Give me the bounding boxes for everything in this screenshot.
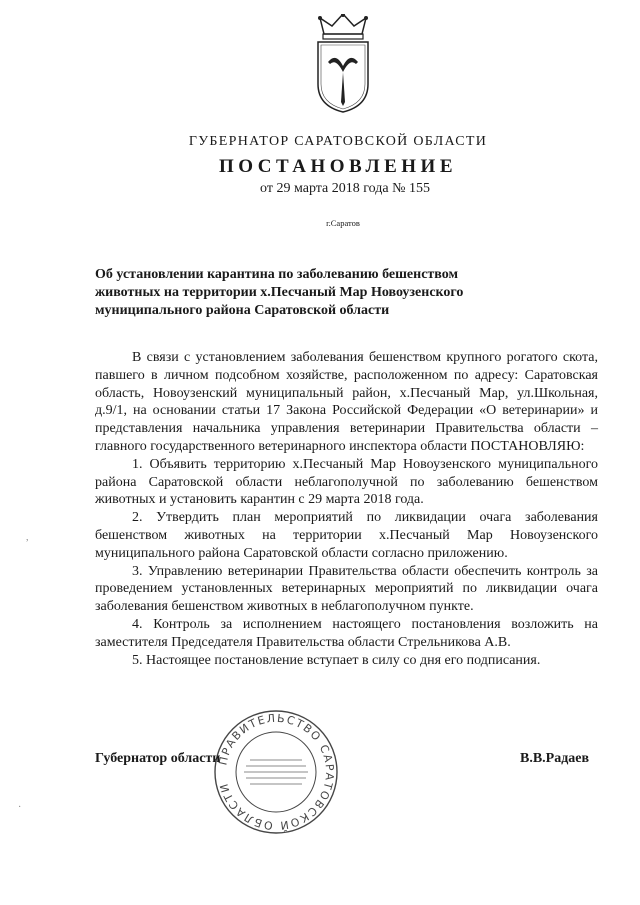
document-type: ПОСТАНОВЛЕНИЕ xyxy=(218,156,458,177)
official-seal-stamp xyxy=(212,708,340,836)
document-subject xyxy=(95,266,535,320)
governor-title: ГУБЕРНАТОР САРАТОВСКОЙ ОБЛАСТИ xyxy=(188,134,488,149)
signature-position: Губернатор области xyxy=(95,751,221,766)
margin-mark: , xyxy=(26,532,29,543)
document-date-number: от 29 марта 2018 года № 155 xyxy=(260,181,430,196)
subject-line: Об установлении карантина по заболеванию бешенством xyxy=(95,267,459,282)
svg-text:ПРАВИТЕЛЬСТВО САРАТОВСКОЙ ОБЛА: ПРАВИТЕЛЬСТВО САРАТОВСКОЙ ОБЛАСТИ xyxy=(216,711,337,833)
clause-2: 2. Утвердить план мероприятий по ликвидации очага заболевания бешенством животных на территории х.Песчаный Мар Новоузенского муниципального района Саратовской области согласно приложению. xyxy=(95,510,598,561)
clause-3: 3. Управлению ветеринарии Правительства области обеспечить контроль за проведением установленных ветеринарных мероприятий по ликвидации очага заболевания бешенством животных в неблагополучном пункте. xyxy=(95,563,598,615)
document-city: г.Саратов xyxy=(326,218,360,228)
preamble-paragraph: В связи с установлением заболевания бешенством крупного рогатого скота, павшего в личном подсобном хозяйстве, расположенном по адресу: Саратовская область, Новоузенский муниципальный район, х.Песчаный Мар, ул.Школьная, д.9/1, на основании статьи 17 Закона Российской Федерации «О ветеринарии» и представления начальника управления ветеринарии Правительства области – главного государственного ветеринарного инспектора области ПОСТАНОВЛЯЮ: xyxy=(95,350,598,454)
coat-of-arms-icon xyxy=(312,14,374,114)
clause-4: 4. Контроль за исполнением настоящего постановления возложить на заместителя Председателя Правительства области Стрельникова А.В. xyxy=(95,616,598,650)
clause-1: 1. Объявить территорию х.Песчаный Мар Новоузенского муниципального района Саратовской области неблагополучной по заболеванию бешенством животных и установить карантин с 29 марта 2018 года. xyxy=(95,456,598,508)
subject-line: животных на территории х.Песчаный Мар Новоузенского xyxy=(95,285,464,300)
signature-name: В.В.Радаев xyxy=(520,751,590,766)
clause-5: 5. Настоящее постановление вступает в силу со дня его подписания. xyxy=(132,652,541,668)
document-body xyxy=(95,349,598,669)
subject-line: муниципального района Саратовской области xyxy=(95,303,390,318)
margin-mark: · xyxy=(18,802,22,813)
